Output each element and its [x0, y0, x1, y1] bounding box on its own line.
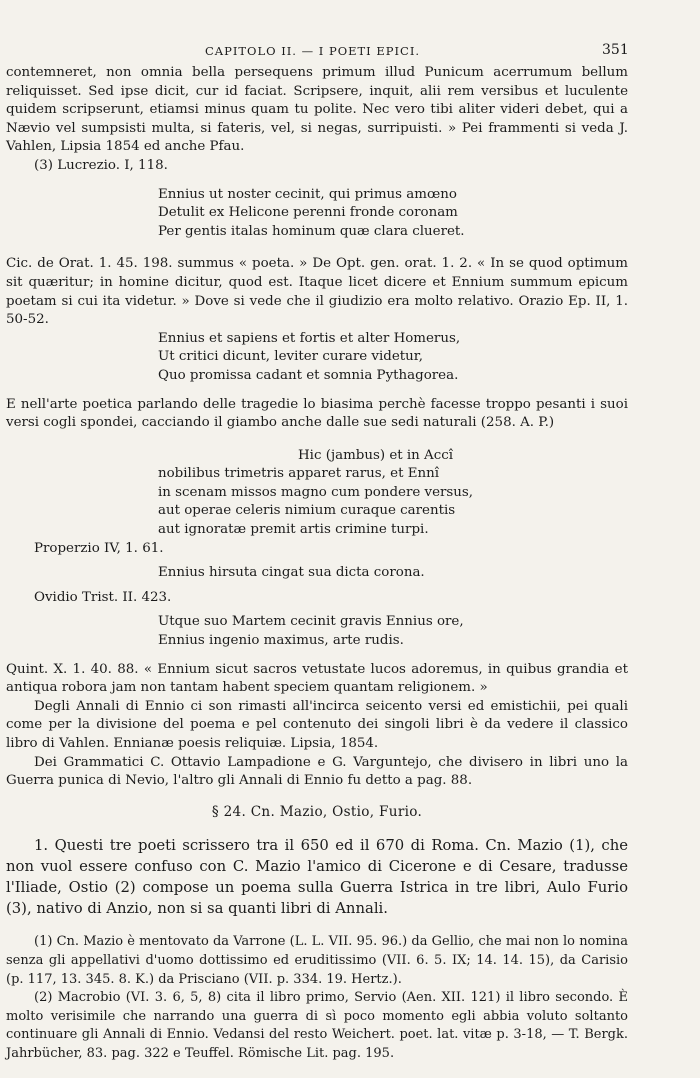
- verse-line: Quo promissa cadant et somnia Pythagorea.: [158, 367, 459, 383]
- verse-line: Hic (jambus) et in Accî: [298, 447, 453, 463]
- verse-line: Detulit ex Helicone perenni fronde coronam: [158, 205, 458, 221]
- footnote-2: (2) Macrobio (VI. 3. 6, 5, 8) cita il libro primo, Servio (Aen. XII. 121) il libro secondo. È molto verisimile che narrando una guerra di sì poco momento egli abbia voluto soltanto continuare gli Annali di Ennio. Vedansi del resto Weichert. poet. lat. vitæ p. 3-18, — T. Bergk. Jahrbücher, 83. pag. 322 e Teuffel. Römische Lit. pag. 195.: [6, 990, 628, 1061]
- running-title: CAPITOLO II. — I POETI EPICI.: [205, 44, 421, 58]
- verse-line: Ut critici dicunt, leviter curare videtur,: [158, 349, 423, 365]
- paragraph-quintiliano: Quint. X. 1. 40. 88. « Ennium sicut sacros vetustate lucos adoremus, in quibus grandia et antiqua robora jam non tantam habent speciem quantam religionem. »: [6, 661, 628, 696]
- verse-line: aut ignoratæ premit artis crimine turpi.: [158, 522, 429, 538]
- paragraph-annali: Degli Annali di Ennio ci son rimasti all'incirca seicento versi ed emistichii, pei quali come per la divisione del poema e pel contenuto dei singoli libri è da vedere il classico libro di Vahlen. Ennianæ poesis reliquiæ. Lipsia, 1854.: [6, 698, 628, 751]
- running-head: [0, 42, 700, 62]
- reference-properzio: Properzio IV, 1. 61.: [34, 540, 164, 556]
- verse-line: Per gentis italas hominum quæ clara clueret.: [158, 223, 465, 239]
- verse-line: Ennius et sapiens et fortis et alter Homerus,: [158, 330, 461, 346]
- verse-line: Ennius ingenio maximus, arte rudis.: [158, 633, 404, 649]
- verse-ars-poetica: [6, 447, 628, 540]
- verse-line: Ennius hirsuta cingat sua dicta corona.: [158, 565, 425, 581]
- paragraph-continuation: contemneret, non omnia bella persequens primum illud Punicum acerrumum bellum reliquisset. Sed ipse dicit, cur id faciat. Scripsere, inquit, alii rem versibus et luculente quidem scripserunt, etiamsi minus quam tu polite. Nec vero tibi aliter videri debet, qui a Nævio vel sumpsisti multa, si fateris, vel, si negas, surripuisti. » Pei frammenti si veda J. Vahlen, Lipsia 1854 ed anche Pfau.: [6, 65, 628, 155]
- section-heading: § 24. Cn. Mazio, Ostio, Furio.: [211, 803, 423, 820]
- paragraph-cicero: Cic. de Orat. 1. 45. 198. summus « poeta. » De Opt. gen. orat. 1. 2. « In se quod optimum sit quæritur; in homine dicitur, quod est. Itaque licet dicere et Ennium summum epicum poetam si cui ita videtur. » Dove si vede che il giudizio era molto relativo. Orazio Ep. II, 1. 50-52.: [6, 256, 628, 328]
- verse-line: in scenam missos magno cum pondere versus,: [158, 484, 474, 500]
- footnote-3-lucrezio: (3) Lucrezio. I, 118.: [34, 157, 168, 173]
- verse-properzio: [6, 564, 628, 583]
- verse-line: Utque suo Martem cecinit gravis Ennius ore,: [158, 614, 464, 630]
- page-number: 351: [602, 42, 629, 58]
- reference-ovidio: Ovidio Trist. II. 423.: [34, 589, 172, 605]
- verse-line: Ennius ut noster cecinit, qui primus amœno: [158, 186, 457, 202]
- verse-lucrezio: [6, 186, 628, 242]
- verse-orazio: [6, 330, 628, 386]
- verse-ovidio: [6, 613, 628, 650]
- footnote-1: (1) Cn. Mazio è mentovato da Varrone (L. L. VII. 95. 96.) da Gellio, che mai non lo nomina senza gli appellativi d'uomo dottissimo ed eruditissimo (VII. 6. 5. IX; 14. 14. 15), da Carisio (p. 117, 13. 345. 8. K.) da Prisciano (VII. p. 334. 19. Hertz.).: [6, 934, 628, 987]
- page-text: [6, 64, 628, 1064]
- verse-line: nobilibus trimetris apparet rarus, et Ennî: [158, 466, 440, 482]
- footnotes: [6, 933, 628, 1063]
- verse-line: aut operae celeris nimium curaque carentis: [158, 503, 456, 519]
- paragraph-grammatici: Dei Grammatici C. Ottavio Lampadione e G. Varguntejo, che divisero in libri uno la Guerra punica di Nevio, l'altro gli Annali di Ennio fu detto a pag. 88.: [6, 754, 628, 789]
- paragraph-arte-poetica: E nell'arte poetica parlando delle tragedie lo biasima perchè facesse troppo pesanti i suoi versi cogli spondei, cacciando il giambo anche dalle sue sedi naturali (258. A. P.): [6, 396, 628, 431]
- paragraph-section-24: 1. Questi tre poeti scrissero tra il 650 ed il 670 di Roma. Cn. Mazio (1), che non vuol essere confuso con C. Mazio l'amico di Cicerone e di Cesare, tradusse l'Iliade, Ostio (2) compose un poema sulla Guerra Istrica in tre libri, Aulo Furio (3), nativo di Anzio, non si sa quanti libri di Annali.: [6, 837, 628, 918]
